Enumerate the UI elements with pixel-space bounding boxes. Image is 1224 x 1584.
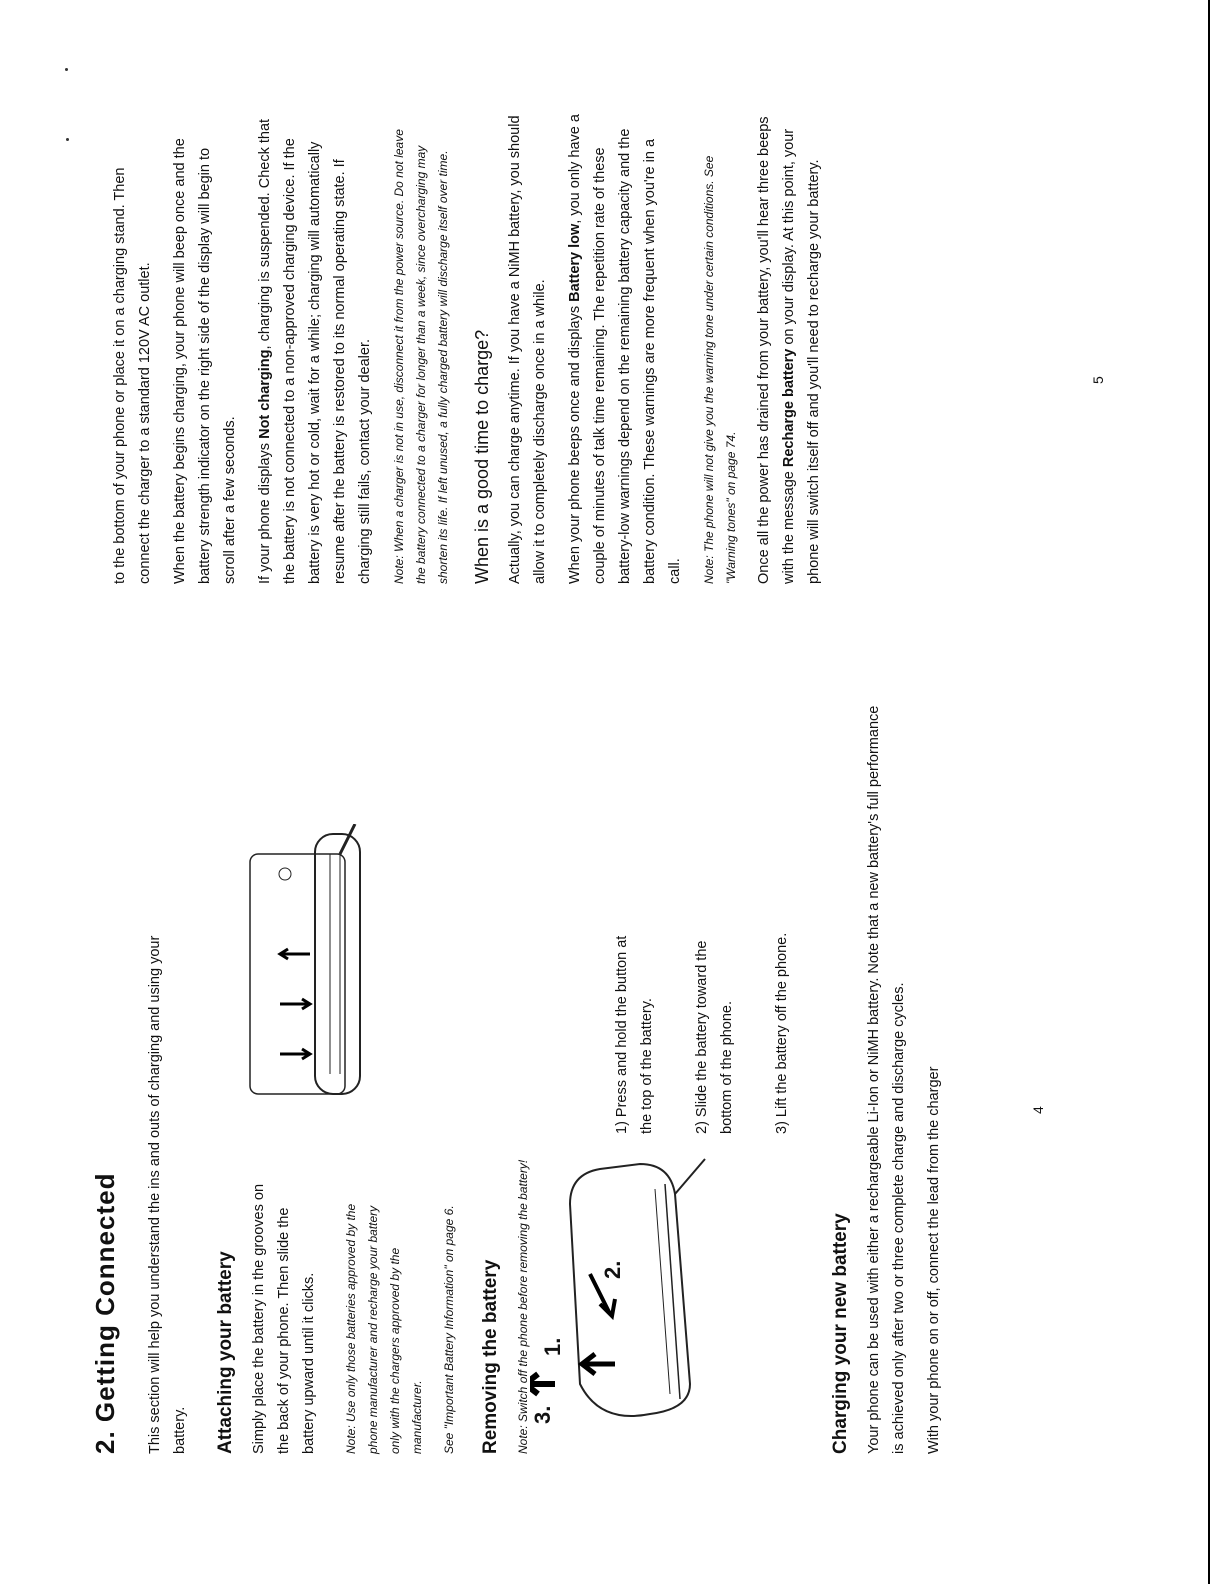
right-note-1: Note: When a charger is not in use, disconnect it from the power source. Do not leave the battery connected to a charger for longer than a week, since overcharging may shorten its life. If left unused, a fully charged battery will discharge itself over time. (392, 129, 450, 584)
not-charging-message: Not charging (257, 349, 273, 439)
charging-body-2: With your phone on or off, connect the lead from the charger (926, 1066, 942, 1454)
scan-edge-line (1208, 0, 1210, 1584)
charging-body-1: Your phone can be used with either a rechargeable Li-Ion or NiMH battery. Note that a new battery's full performance is achieved only after two or three complete charge and discharge cycles. (866, 705, 907, 1454)
page-number-right: 5 (1090, 376, 1106, 384)
left-page (90, 694, 942, 1454)
attaching-heading: Attaching your battery (215, 1251, 236, 1454)
good-time-heading: When is a good time to charge? (472, 329, 492, 584)
attaching-note: Note: Use only those batteries approved by the phone manufacturer and recharge your battery only with the chargers approved by the manufacturer. (344, 1203, 424, 1454)
attach-battery-illustration (230, 824, 410, 1114)
removing-step-3: 3) Lift the battery off the phone. (774, 932, 790, 1134)
remove-battery-illustration (530, 1154, 740, 1444)
right-para-5 (563, 114, 688, 584)
figure-label-3: 3. (530, 1405, 555, 1424)
right-para-5-a: When your phone beeps once and displays (567, 301, 583, 584)
removing-step-1: 1) Press and hold the button at the top of the battery. (614, 935, 655, 1134)
battery-low-message: Battery low (567, 223, 583, 302)
attaching-see-reference: See "Important Battery Information" on page 6. (442, 1205, 456, 1454)
right-note-2: Note: The phone will not give you the warning tone under certain conditions. See "Warning tones" on page 74. (702, 155, 738, 584)
figure-label-1: 1. (540, 1337, 565, 1356)
right-para-5-c: , you only have a couple of minutes of talk time remaining. The repetition rate of these battery-low warnings depend on the remaining battery capacity and the battery condition. These warnings are more frequent when you're in a call. (567, 114, 683, 584)
removing-note: Note: Switch off the phone before removing the battery! (516, 1159, 530, 1454)
right-para-6-c: on your display. At this point, your phone will switch itself off and you'll need to recharge your battery. (781, 128, 822, 584)
right-para-3 (253, 114, 378, 584)
page-title: 2. Getting Connected (90, 1172, 120, 1454)
figure-label-2: 2. (600, 1260, 625, 1279)
removing-step-2: 2) Slide the battery toward the bottom of the phone. (694, 940, 735, 1134)
right-para-1: to the bottom of your phone or place it on a charging stand. Then connect the charger to a standard 120V AC outlet. (112, 167, 153, 584)
page-number-left: 4 (1030, 1106, 1046, 1114)
right-para-3-c: , charging is suspended. Check that the battery is not connected to a non-approved charging device. If the battery is very hot or cold, wait for a while; charging will automatically resume after the battery is restored to its normal operating state. If charging still fails, contact your dealer. (257, 118, 373, 584)
attaching-body: Simply place the battery in the grooves on the back of your phone. Then slide the battery upward until it clicks. (251, 1183, 317, 1454)
removing-heading: Removing the battery (480, 1259, 501, 1454)
recharge-battery-message: Recharge battery (781, 348, 797, 468)
scan-speck (66, 138, 69, 141)
charging-heading: Charging your new battery (830, 1213, 851, 1454)
right-para-6 (752, 114, 827, 584)
intro-text: This section will help you understand the ins and outs of charging and using your battery. (147, 935, 188, 1454)
charging-section (830, 694, 957, 1454)
right-para-2: When the battery begins charging, your phone will beep once and the battery strength indicator on the right side of the display will begin to scroll after a few seconds. (172, 138, 238, 584)
right-para-3-a: If your phone displays (257, 438, 273, 584)
right-para-4: Actually, you can charge anytime. If you have a NiMH battery, you should allow it to completely discharge once in a while. (507, 115, 548, 584)
right-para-6-a: Once all the power has drained from your battery, you'll hear three beeps with the message (756, 116, 797, 584)
scan-speck (65, 68, 68, 71)
right-page (108, 114, 837, 584)
